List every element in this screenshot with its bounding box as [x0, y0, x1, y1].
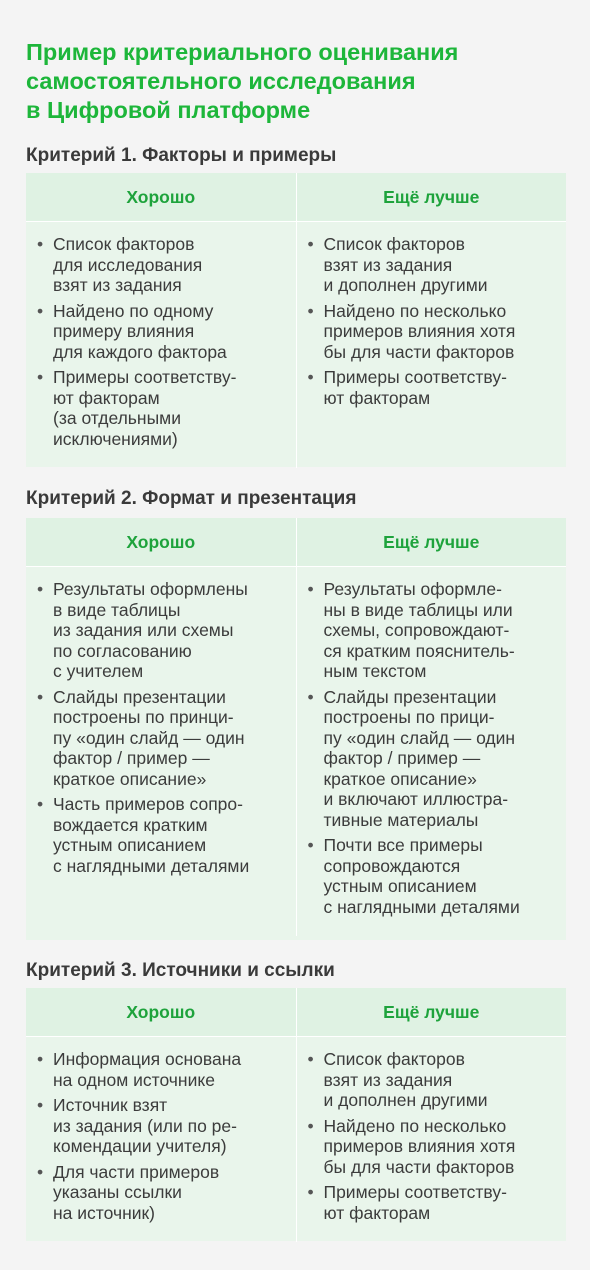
good-column	[26, 1037, 297, 1242]
better-column	[297, 222, 567, 468]
list-item: • Найдено по одному примеру влияния для каждого фактора	[34, 301, 286, 363]
good-column	[26, 567, 297, 936]
list-item: • Часть примеров сопро- вождается кратким устным описанием с наглядными деталями	[34, 794, 286, 876]
column-header-better: Ещё лучше	[383, 531, 480, 552]
criterion-3-heading: Критерий 3. Источники и ссылки	[26, 960, 335, 981]
list-item: • Для части примеров указаны ссылки на источник)	[34, 1162, 286, 1224]
criterion-2-heading: Критерий 2. Формат и презентация	[26, 488, 357, 509]
table-header	[26, 988, 566, 1037]
list-item: • Примеры соответству- ют факторам	[305, 1182, 557, 1223]
column-header-better: Ещё лучше	[383, 1001, 480, 1022]
column-header-good: Хорошо	[26, 518, 297, 566]
criterion-3-table	[26, 988, 566, 1241]
list-item: • Результаты оформлены в виде таблицы из задания или схемы по согласованию с учителем	[34, 579, 286, 682]
list-item: • Примеры соответству- ют факторам (за отдельными исключениями)	[34, 367, 286, 449]
list-item: • Примеры соответству- ют факторам	[305, 367, 557, 408]
good-column	[26, 222, 297, 468]
table-header	[26, 173, 566, 222]
page-title: Пример критериального оценивания самостоятельного исследования в Цифровой платформе	[26, 39, 459, 123]
list-item: • Найдено по несколько примеров влияния хотя бы для части факторов	[305, 301, 557, 363]
column-header-good: Хорошо	[26, 173, 297, 221]
better-column	[297, 567, 567, 936]
criterion-2-table	[26, 518, 566, 940]
list-item: • Список факторов для исследования взят из задания	[34, 234, 286, 296]
list-item: • Список факторов взят из задания и дополнен другими	[305, 1049, 557, 1111]
list-item: • Список факторов взят из задания и дополнен другими	[305, 234, 557, 296]
list-item: • Информация основана на одном источнике	[34, 1049, 286, 1090]
list-item: • Источник взят из задания (или по ре- комендации учителя)	[34, 1095, 286, 1157]
column-header-good: Хорошо	[26, 988, 297, 1036]
criterion-1-table	[26, 173, 566, 467]
list-item: • Найдено по несколько примеров влияния хотя бы для части факторов	[305, 1116, 557, 1178]
list-item: • Результаты оформле- ны в виде таблицы или схемы, сопровождают- ся кратким пояснитель- ным текстом	[305, 579, 557, 682]
criterion-1-heading: Критерий 1. Факторы и примеры	[26, 145, 337, 166]
list-item: • Почти все примеры сопровождаются устным описанием с наглядными деталями	[305, 835, 557, 917]
list-item: • Слайды презентации построены по прици- пу «один слайд — один фактор / пример — краткое описание» и включают иллюстра- тивные материалы	[305, 687, 557, 831]
better-column	[297, 1037, 567, 1242]
list-item: • Слайды презентации построены по принци- пу «один слайд — один фактор / пример — краткое описание»	[34, 687, 286, 790]
column-header-better: Ещё лучше	[383, 186, 480, 207]
table-header	[26, 518, 566, 567]
